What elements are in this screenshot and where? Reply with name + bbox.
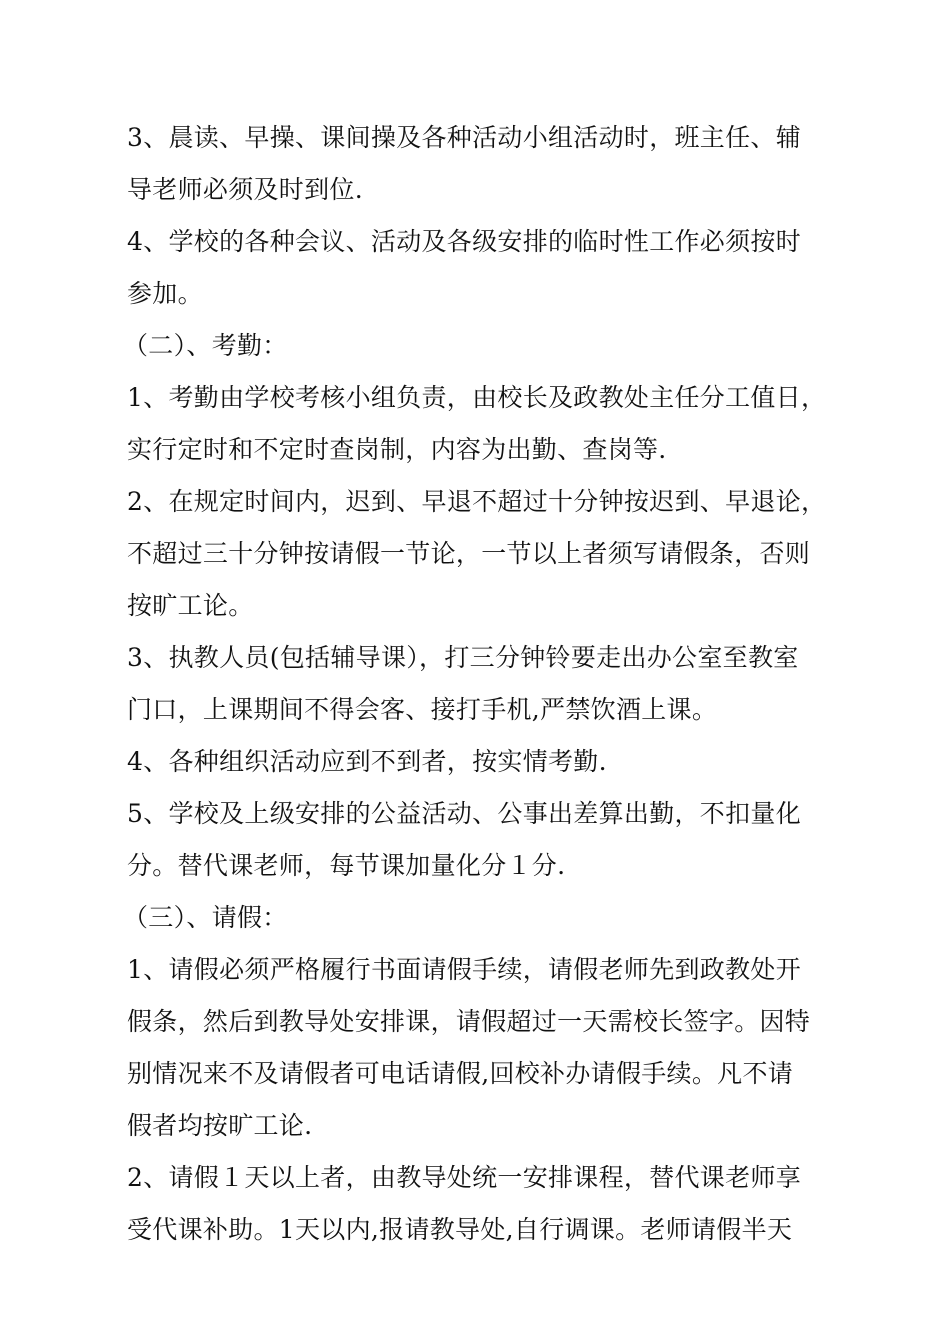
text-line: 实行定时和不定时查岗制，内容为出勤、查岗等.	[127, 435, 667, 464]
text-line: 5、学校及上级安排的公益活动、公事出差算出勤，不扣量化	[127, 799, 802, 828]
paragraph-attendance-2	[127, 476, 827, 632]
text-line: 受代课补助。1天以内,报请教导处,自行调课。老师请假半天	[127, 1215, 793, 1244]
text-line: 按旷工论。	[127, 591, 254, 620]
text-line: 假者均按旷工论.	[127, 1111, 313, 1140]
text-line: 3、执教人员(包括辅导课），打三分钟铃要走出办公室至教室	[127, 643, 799, 672]
text-line: 门口，上课期间不得会客、接打手机,严禁饮酒上课。	[127, 695, 718, 724]
paragraph-attendance-5	[127, 788, 827, 892]
paragraph-leave-2	[127, 1152, 827, 1256]
text-line: 1、考勤由学校考核小组负责，由校长及政教处主任分工值日，	[127, 383, 827, 412]
text-line: 2、在规定时间内，迟到、早退不超过十分钟按迟到、早退论，	[127, 487, 827, 516]
section-heading-leave	[123, 892, 827, 944]
section-heading-text: （三）、请假：	[123, 903, 288, 932]
text-line: 参加。	[127, 279, 203, 308]
section-heading-text: （二）、考勤：	[123, 331, 288, 360]
text-line: 别情况来不及请假者可电话请假,回校补办请假手续。凡不请	[127, 1059, 794, 1088]
text-line: 3、晨读、早操、课间操及各种活动小组活动时，班主任、辅	[127, 123, 802, 152]
text-line: 1、请假必须严格履行书面请假手续，请假老师先到政教处开	[127, 955, 802, 984]
paragraph-item-3-morning-activities	[127, 112, 827, 216]
text-line: 分。替代课老师，每节课加量化分１分.	[127, 851, 566, 880]
paragraph-item-4-meetings	[127, 216, 827, 320]
text-line: 假条，然后到教导处安排课，请假超过一天需校长签字。因特	[127, 1007, 811, 1036]
text-line: 导老师必须及时到位.	[127, 175, 363, 204]
document-body	[123, 112, 827, 1256]
text-line: 不超过三十分钟按请假一节论，一节以上者须写请假条，否则	[127, 539, 811, 568]
text-line: 4、学校的各种会议、活动及各级安排的临时性工作必须按时	[127, 227, 802, 256]
paragraph-attendance-3	[127, 632, 827, 736]
paragraph-leave-1	[127, 944, 827, 1152]
paragraph-attendance-4	[127, 736, 827, 788]
section-heading-attendance	[123, 320, 827, 372]
text-line: 4、各种组织活动应到不到者，按实情考勤.	[127, 747, 607, 776]
text-line: 2、请假１天以上者，由教导处统一安排课程，替代课老师享	[127, 1163, 802, 1192]
paragraph-attendance-1	[127, 372, 827, 476]
